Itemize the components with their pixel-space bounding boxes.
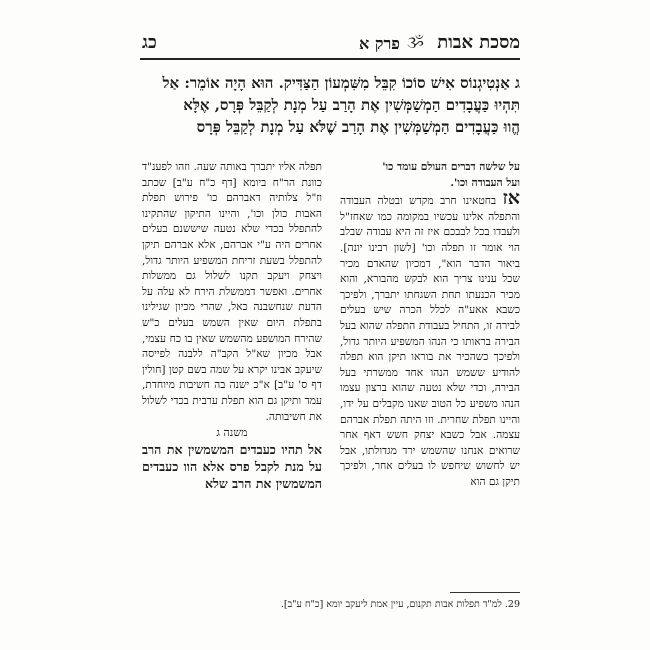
mishnah-line: ג אַנְטִיגְנוֹס אִישׁ סוֹכוֹ קִבֵּל מִשִּׁמְעוֹן הַצַּדִּיק. הוּא הָיָה אוֹמֵר: אַל: [162, 74, 520, 92]
header-ornament-icon: ૐ: [406, 33, 424, 52]
mishnah-line: תִּהְיוּ כַּעֲבָדִים הַמְשַׁמְּשִׁין אֶת הָרַב עַל מְנָת לְקַבֵּל פְּרָס, אֶלָּא: [183, 96, 520, 114]
mishnah-line: הֱווּ כַּעֲבָדִים הַמְשַׁמְּשִׁין אֶת הָרַב שֶׁלֹּא עַל מְנָת לְקַבֵּל פְּרָס: [196, 118, 520, 136]
header-rule: [140, 58, 520, 60]
commentary-heading: על שלשה דברים העולם עומד כו': [382, 161, 520, 173]
commentary-paragraph: [340, 187, 520, 490]
page-number: כג: [142, 32, 157, 53]
running-header: [142, 30, 520, 58]
mishnah-sub-label: משנה ג: [216, 426, 248, 440]
tractate-title: מסכת אבות: [437, 32, 520, 53]
commentary-body: בחטאינו חרב מקדש ובטלה העבודה והתפלה אלינו עכשיו במקומה כמו שאחז"ל ולעבדו בכל לבבכם איז זה היא עבודה שבלב הוי אומר זו תפלה וכו' [לשון רבינו יונה]. ביאור הדבר הוא", דמכיון שהאדם מכיר שכל ענינו צריך הוא לבקש מהבורא, והוא מכיר הכנעתו תחת השגחתו יתברך, ולפיכך כשבא אאע"ה לכלל הכרה שיש בעלים לבירה זו, התחיל בעבודת התפלה שהוא בעל הבירה בראותו כי הנהו המשפיע היותר גדול, ולפיכך כשהכיר את בוראו תיקן הוא תפלה להודיע ששמש הנהו אחד ממשרתי בעל הבירה, וכדי שלא נטעה שהוא ברצון עצמו הנהו משפיע כל הטוב שאנו מקבלים על ידו, והיינו תפלת שחרית. וזו היתה תפלת אברהם עצמה. אבל כשבא יצחק חשש דאף אחר שרואים אנחנו שהשמש ירד מגדולתו, אבל יש לחשוש שיחפש לו בעלים אחר, ולפיכך תיקן גם הוא: [340, 195, 520, 488]
mishnah-text: [140, 72, 520, 138]
commentary-heading: ועל העבודה וכו'.: [450, 176, 520, 189]
chapter-label: פרק א: [359, 34, 400, 53]
mishnah-sub-text: אל תהיו כעבדים המשמשין את הרב על מנת לקבל פרס אלא הוו כעבדים המשמשין את הרב שלא: [142, 441, 322, 491]
commentary-column-left: [142, 160, 322, 492]
commentary-column-right: [340, 160, 520, 490]
commentary-body: תפלה אליו יתברך באותה שעה. וזהו לפענ"ד כוונת הר"ח ביומא [דף כ"ח ע"ב] שכתב וז"ל צלותיה דאברהם כו' פירוש תפלת האבות כולן וכו', והיינו התיקון שהתקינו להתפלל בכדי שלא נטעה שיששנם בעלים אחרים היה ע"י אברהם, אלא אברהם תיקן להתפלל בשעת זריחת המשפיע היותר גדול, ויצחק ויעקב תקנו לשלול גם ממשלות אחרים. ואפשר דממשלת הירח לא עלה על הדעת שנחשבנה כאל, שהרי מכיון שגילינו בתפלת היום שאין השמש בעלים כ"ש שהירח המושפע מהשמש שאין בו כח עצמי, אבל מכיון שא"ל הקב"ה ללבנה לפייסה שיעקב אבינו יקרא על שמה בשם קטן [חולין דף ס' ע"ב] א"כ ישנה בה חשיבות מיוחדת, עמד ותיקן גם הוא תפלת ערבית בכדי לשלול את חשיבותה.: [142, 161, 322, 423]
footnote-rule: [450, 592, 520, 593]
footnote: 29. למ"ד תפלות אבות תקנום, עיין אמת ליעקב יומא [כ"ח ע"ב].: [280, 599, 520, 610]
drop-cap: אז: [502, 187, 520, 210]
